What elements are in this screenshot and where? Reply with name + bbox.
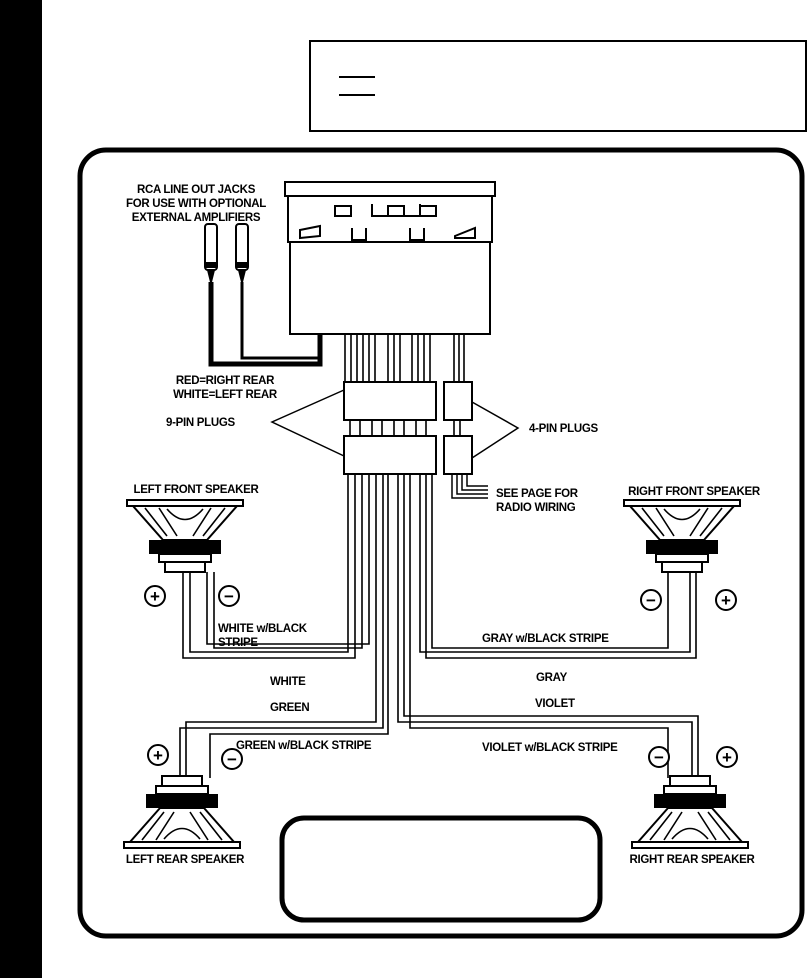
green-black-stripe-label: GREEN w/BLACK STRIPE (236, 740, 372, 752)
minus-sign: − (224, 587, 234, 606)
minus-sign: − (654, 748, 664, 767)
left-rear-speaker-label: LEFT REAR SPEAKER (125, 854, 245, 866)
four-pin-label: 4-PIN PLUGS (529, 423, 598, 435)
radio-wiring-label: RADIO WIRING (496, 502, 576, 514)
wiring-plug-icon (344, 382, 472, 474)
white-wire-label: WHITE (270, 676, 306, 688)
rca-label-line2: FOR USE WITH OPTIONAL (126, 198, 266, 210)
rca-label-line1: RCA LINE OUT JACKS (136, 184, 256, 196)
green-wire-label: GREEN (270, 702, 310, 714)
speaker-icon (124, 500, 748, 848)
minus-sign: − (646, 591, 656, 610)
minus-sign: − (227, 750, 237, 769)
right-rear-speaker-label: RIGHT REAR SPEAKER (629, 854, 755, 866)
see-page-label: SEE PAGE FOR (496, 488, 578, 500)
plus-sign: + (721, 591, 731, 610)
radio-unit-icon (285, 182, 495, 334)
plus-sign: + (722, 748, 732, 767)
red-right-rear-label: RED=RIGHT REAR (175, 375, 275, 387)
polarity-markers (145, 586, 737, 769)
bottom-note-box (282, 818, 600, 920)
nine-pin-label: 9-PIN PLUGS (166, 417, 235, 429)
right-front-speaker-label: RIGHT FRONT SPEAKER (628, 486, 760, 498)
gray-black-stripe-label: GRAY w/BLACK STRIPE (482, 633, 609, 645)
left-front-speaker-label: LEFT FRONT SPEAKER (133, 484, 259, 496)
plus-sign: + (150, 587, 160, 606)
white-left-rear-label: WHITE=LEFT REAR (173, 389, 277, 401)
plus-sign: + (153, 746, 163, 765)
gray-wire-label: GRAY (536, 672, 567, 684)
rca-label-line3: EXTERNAL AMPLIFIERS (131, 212, 261, 224)
violet-wire-label: VIOLET (535, 698, 575, 710)
white-black-stripe-label: WHITE w/BLACK (218, 623, 307, 635)
violet-black-stripe-label: VIOLET w/BLACK STRIPE (482, 742, 618, 754)
white-black-stripe-label-2: STRIPE (218, 637, 258, 649)
